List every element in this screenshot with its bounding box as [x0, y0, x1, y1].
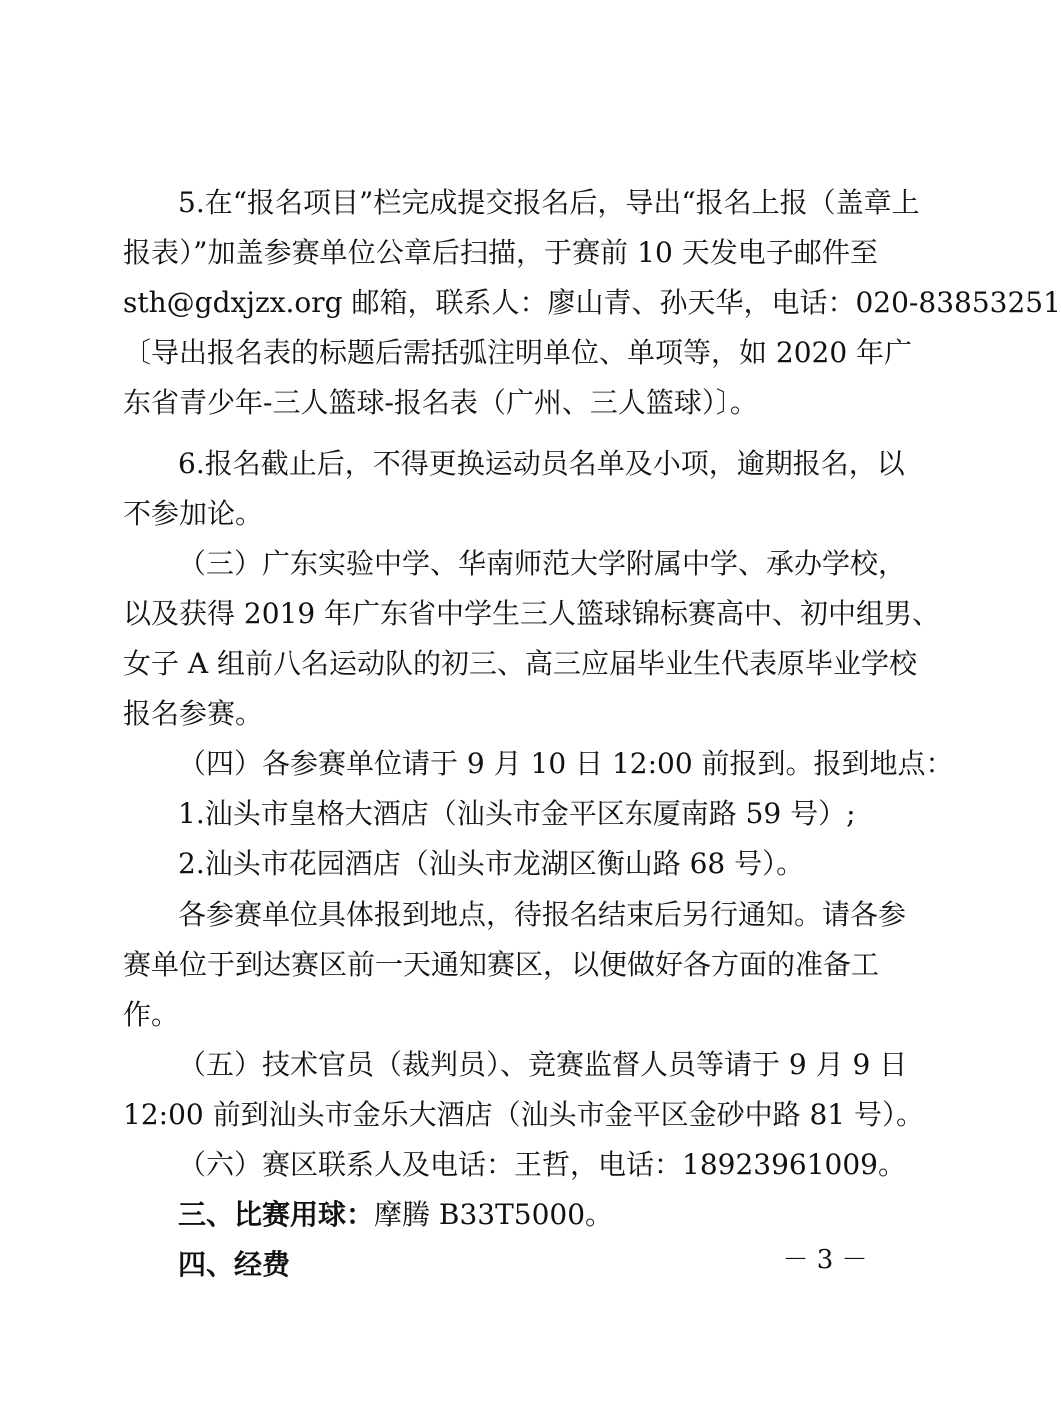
heading-3-row: [178, 1188, 878, 1242]
venue-1: 1.汕头市皇格大酒店（汕头市金平区东厦南路 59 号）;: [178, 797, 856, 830]
paragraph-5-line-3: sth@gdxjzx.org 邮箱，联系人：廖山青、孙天华，电话：020-83853251: [123, 286, 1061, 319]
paragraph-5-line-2: 报表）”加盖参赛单位公章后扫描，于赛前 10 天发电子邮件至: [123, 236, 878, 269]
section-3-line-4: 报名参赛。: [123, 697, 264, 730]
section-6-line: （六）赛区联系人及电话：王哲，电话：18923961009。: [178, 1148, 906, 1181]
notice-line-3: 作。: [123, 998, 180, 1031]
section-3-line-1: （三）广东实验中学、华南师范大学附属中学、承办学校，: [178, 547, 907, 580]
paragraph-5-line-1: 5.在“报名项目”栏完成提交报名后，导出“报名上报（盖章上: [178, 186, 920, 219]
paragraph-6-line-1: 6.报名截止后，不得更换运动员名单及小项，逾期报名，以: [178, 447, 905, 480]
section-5-line-1: （五）技术官员（裁判员）、竞赛监督人员等请于 9 月 9 日: [178, 1048, 908, 1081]
paragraph-6-line-2: 不参加论。: [123, 497, 264, 530]
notice-line-2: 赛单位于到达赛区前一天通知赛区，以便做好各方面的准备工: [123, 948, 880, 981]
section-3-line-3: 女子 A 组前八名运动队的初三、高三应届毕业生代表原毕业学校: [123, 647, 918, 680]
section-4-line: （四）各参赛单位请于 9 月 10 日 12:00 前报到。报到地点：: [178, 747, 954, 780]
paragraph-5-line-4: 〔导出报名表的标题后需括弧注明单位、单项等，如 2020 年广: [123, 336, 913, 369]
section-3-line-2: 以及获得 2019 年广东省中学生三人篮球锦标赛高中、初中组男、: [123, 597, 941, 630]
page-number: － 3 －: [782, 1245, 868, 1275]
venue-2: 2.汕头市花园酒店（汕头市龙湖区衡山路 68 号）。: [178, 847, 805, 880]
heading-3: 三、比赛用球：: [178, 1198, 375, 1231]
heading-3-value: 摩腾 B33T5000。: [374, 1198, 614, 1231]
section-5-line-2: 12:00 前到汕头市金乐大酒店（汕头市金平区金砂中路 81 号）。: [123, 1098, 925, 1131]
paragraph-5-line-5: 东省青少年-三人篮球-报名表（广州、三人篮球）〕。: [123, 386, 758, 419]
notice-line-1: 各参赛单位具体报到地点，待报名结束后另行通知。请各参: [178, 898, 907, 931]
heading-4: 四、经费: [178, 1248, 291, 1281]
